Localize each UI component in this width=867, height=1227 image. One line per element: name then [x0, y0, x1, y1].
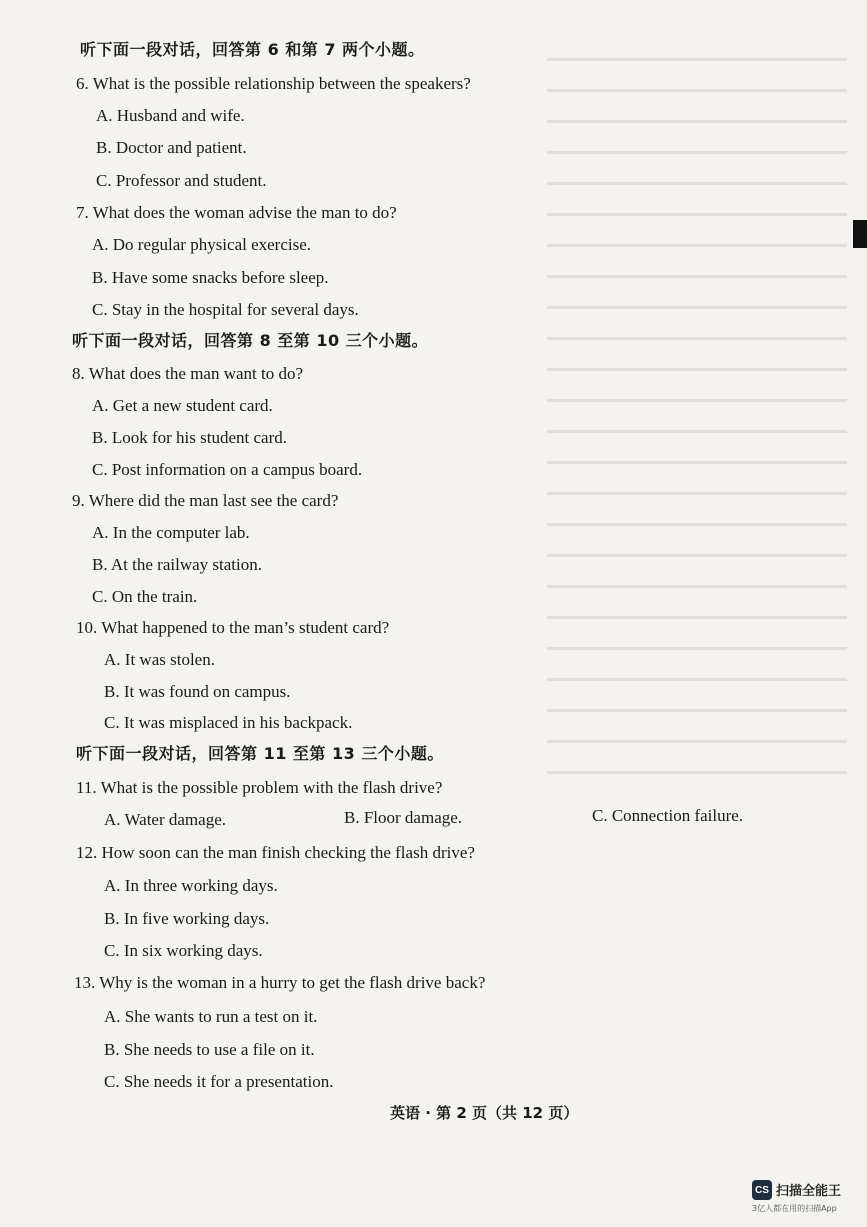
question-number: 12.: [76, 843, 98, 862]
question-number: 9.: [72, 491, 85, 510]
page-footer: 英语 · 第 2 页（共 12 页）: [390, 1104, 579, 1122]
question-text: What happened to the man’s student card?: [101, 618, 390, 637]
question-text: What does the woman advise the man to do?: [92, 203, 397, 222]
option: A. In the computer lab.: [92, 523, 250, 542]
option: C. Connection failure.: [592, 806, 744, 825]
section-heading: 听下面一段对话，回答第 11 至第 13 三个小题。: [76, 744, 444, 763]
option: A. In three working days.: [104, 876, 278, 895]
watermark-app-name: 扫描全能王: [776, 1184, 842, 1199]
option: A. Husband and wife.: [96, 106, 245, 125]
question-11: [76, 778, 442, 798]
option: C. Professor and student.: [96, 171, 267, 190]
question-text: How soon can the man finish checking the flash drive?: [101, 843, 475, 862]
option: A. Water damage.: [104, 810, 226, 829]
question-number: 10.: [76, 618, 98, 637]
camscanner-logo-icon: CS: [752, 1180, 772, 1200]
option: B. At the railway station.: [92, 555, 262, 574]
option: A. Get a new student card.: [92, 396, 273, 415]
question-text: Why is the woman in a hurry to get the flash drive back?: [99, 973, 486, 992]
bleed-through-text: [537, 30, 867, 800]
watermark-tagline: 3亿人都在用的扫描App: [752, 1204, 837, 1213]
question-text: Where did the man last see the card?: [88, 491, 339, 510]
question-number: 11.: [76, 778, 97, 797]
question-12: [76, 843, 475, 863]
option: A. It was stolen.: [104, 650, 215, 669]
option: C. In six working days.: [104, 941, 263, 960]
edge-tab-mark: [853, 220, 867, 248]
option: B. Have some snacks before sleep.: [92, 268, 329, 287]
question-13: [74, 973, 485, 993]
option: C. She needs it for a presentation.: [104, 1072, 334, 1091]
question-6: [76, 74, 471, 94]
question-9: [72, 491, 338, 511]
section-heading: 听下面一段对话，回答第 8 至第 10 三个小题。: [72, 331, 429, 350]
option: A. Do regular physical exercise.: [92, 235, 312, 254]
option: B. Look for his student card.: [92, 428, 287, 447]
option: A. She wants to run a test on it.: [104, 1007, 318, 1026]
question-text: What is the possible problem with the flash drive?: [100, 778, 443, 797]
option: C. Stay in the hospital for several days.: [92, 300, 359, 319]
question-8: [72, 364, 303, 384]
option: C. Post information on a campus board.: [92, 460, 363, 479]
question-text: What is the possible relationship between the speakers?: [92, 74, 471, 93]
option: B. Floor damage.: [344, 808, 463, 827]
question-number: 6.: [76, 74, 89, 93]
option: C. On the train.: [92, 587, 198, 606]
option: B. It was found on campus.: [104, 682, 291, 701]
option: B. She needs to use a file on it.: [104, 1040, 315, 1059]
question-number: 13.: [74, 973, 96, 992]
question-10: [76, 618, 389, 638]
question-text: What does the man want to do?: [88, 364, 304, 383]
question-number: 8.: [72, 364, 85, 383]
question-number: 7.: [76, 203, 89, 222]
option: B. Doctor and patient.: [96, 138, 247, 157]
option: C. It was misplaced in his backpack.: [104, 713, 353, 732]
option: B. In five working days.: [104, 909, 270, 928]
section-heading: 听下面一段对话，回答第 6 和第 7 两个小题。: [80, 40, 425, 59]
question-7: [76, 203, 397, 223]
